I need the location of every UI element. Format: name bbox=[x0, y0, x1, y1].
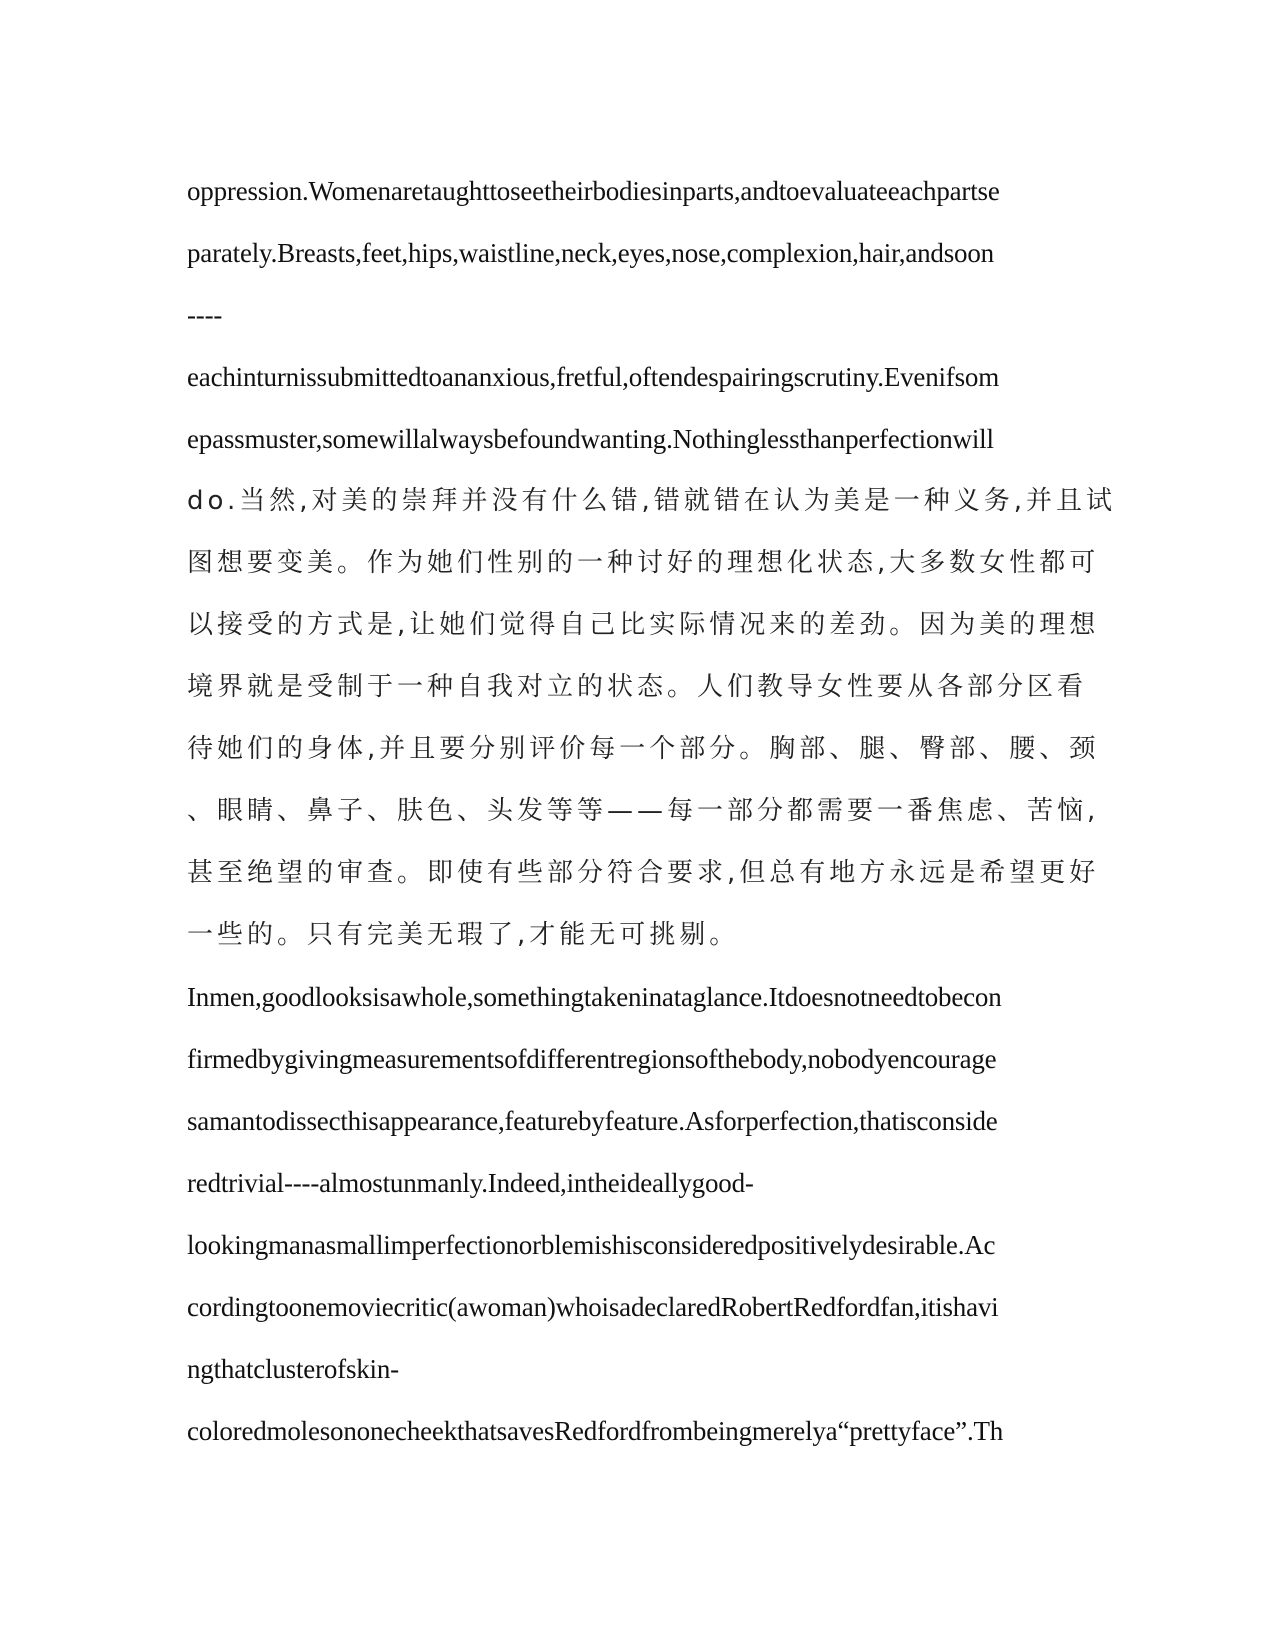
text-line: firmedbygivingmeasurementsofdifferentregionsofthebody,nobodyencourage bbox=[187, 1044, 997, 1074]
text-line: epassmuster,somewillalwaysbefoundwanting.Nothinglessthanperfectionwill bbox=[187, 424, 994, 454]
text-line: parately.Breasts,feet,hips,waistline,neck,eyes,nose,complexion,hair,andsoon bbox=[187, 238, 994, 268]
text-line: do.当然,对美的崇拜并没有什么错,错就错在认为美是一种义务,并且试 bbox=[187, 486, 1117, 516]
text-line: 一些的。只有完美无瑕了,才能无可挑剔。 bbox=[187, 920, 740, 950]
text-line: coloredmolesononecheekthatsavesRedfordfrombeingmerelya“prettyface”.Th bbox=[187, 1416, 1004, 1446]
text-line: 待她们的身体,并且要分别评价每一个部分。胸部、腿、臀部、腰、颈 bbox=[187, 734, 1100, 764]
body-text bbox=[187, 160, 1117, 1462]
text-line: samantodissecthisappearance,featurebyfeature.Asforperfection,thatisconside bbox=[187, 1106, 998, 1136]
text-line: 、眼睛、鼻子、肤色、头发等等——每一部分都需要一番焦虑、苦恼, bbox=[187, 796, 1100, 826]
text-line: 图想要变美。作为她们性别的一种讨好的理想化状态,大多数女性都可 bbox=[187, 548, 1100, 578]
text-line: ngthatclusterofskin- bbox=[187, 1354, 399, 1384]
text-line: cordingtoonemoviecritic(awoman)whoisadeclaredRobertRedfordfan,itishavi bbox=[187, 1292, 999, 1322]
text-line: lookingmanasmallimperfectionorblemishisconsideredpositivelydesirable.Ac bbox=[187, 1230, 996, 1260]
text-line: 甚至绝望的审查。即使有些部分符合要求,但总有地方永远是希望更好 bbox=[187, 858, 1100, 888]
text-line: Inmen,goodlooksisawhole,somethingtakeninataglance.Itdoesnotneedtobecon bbox=[187, 982, 1002, 1012]
text-line: 以接受的方式是,让她们觉得自己比实际情况来的差劲。因为美的理想 bbox=[187, 610, 1100, 640]
text-line: redtrivial----almostunmanly.Indeed,intheideallygood- bbox=[187, 1168, 754, 1198]
text-line: eachinturnissubmittedtoananxious,fretful,oftendespairingscrutiny.Evenifsom bbox=[187, 362, 999, 392]
text-line: oppression.Womenaretaughttoseetheirbodiesinparts,andtoevaluateeachpartse bbox=[187, 176, 1000, 206]
text-line: 境界就是受制于一种自我对立的状态。人们教导女性要从各部分区看 bbox=[187, 672, 1088, 702]
text-line: ---- bbox=[187, 300, 223, 330]
